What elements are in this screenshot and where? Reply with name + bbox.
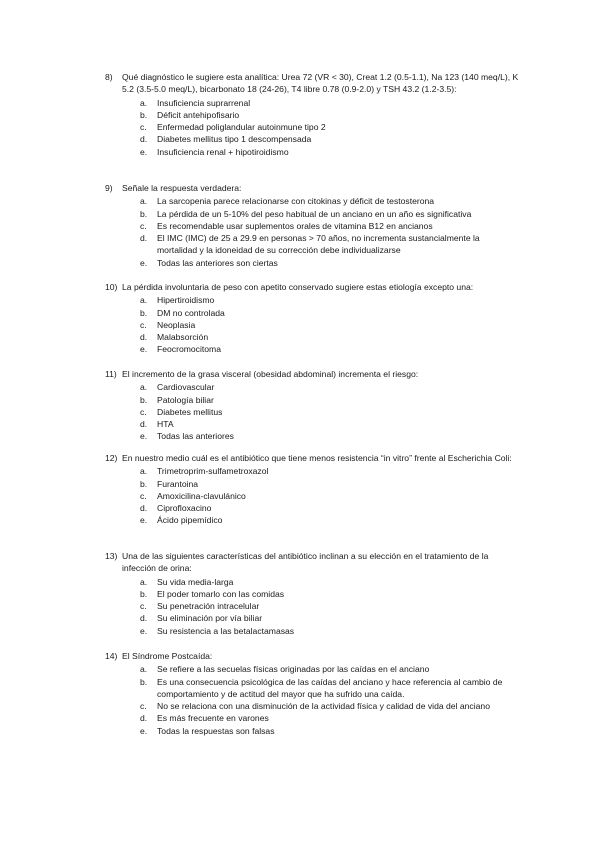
option-c [0,600,600,612]
option-text: Déficit antehipofisario [157,109,240,120]
question-number: 11) [105,369,117,379]
question-11 [0,368,600,443]
option-d [0,612,600,624]
option-d [0,712,600,724]
option-text: Insuficiencia suprarrenal [157,97,251,108]
question-number: 12) [105,453,118,463]
option-letter: a. [140,664,148,675]
option-a [0,195,600,207]
option-text: HTA [157,419,174,430]
option-text: Patología biliar [157,394,214,405]
option-letter: d. [140,613,148,624]
option-b [0,208,600,220]
option-a [0,294,600,306]
option-e [0,514,600,526]
question-9 [0,182,600,269]
question-number: 8) [105,72,113,82]
option-letter: c. [140,701,147,712]
option-letter: d. [140,134,148,145]
question-text: Qué diagnóstico le sugiere esta analítica: Urea 72 (VR < 30), Creat 1.2 (0.5-1.1), Na 123 (140 meq/L), K 5.2 (3.5-5.0 meq/L), bicarbonato 18 (24-26), T4 libre 0.78 (0.9-2.0) y TSH 43.2 (1.2-3.5): [122,72,519,95]
question-text: La pérdida involuntaria de peso con apetito conservado sugiere estas etiología excepto una: [122,282,474,292]
option-letter: e. [140,344,148,355]
option-a [0,663,600,675]
option-d [0,502,600,514]
option-text: Su penetración intracelular [157,601,260,612]
question-number: 10) [105,282,118,292]
option-text: Feocromocitoma [157,344,221,355]
option-d [0,418,600,430]
option-letter: d. [140,419,148,430]
question-text: Una de las siguientes características del antibiótico inclinan a su elección en el tratamiento de la infección de orina: [122,551,489,574]
question-10 [0,281,600,356]
option-text: Insuficiencia renal + hipotiroidismo [157,146,289,157]
option-text: Todas la respuestas son falsas [157,725,275,736]
option-e [0,257,600,269]
option-b [0,676,600,701]
option-text: El IMC (IMC) de 25 a 29.9 en personas > 70 años, no incrementa sustancialmente la mortalidad y la idoneidad de su corrección debe individualizarse [157,233,480,256]
option-text: Su resistencia a las betalactamasas [157,625,295,636]
option-letter: b. [140,588,148,599]
option-text: Hipertiroidismo [157,295,215,306]
option-a [0,465,600,477]
option-a [0,97,600,109]
option-letter: c. [140,406,147,417]
option-letter: c. [140,490,147,501]
question-text: Señale la respuesta verdadera: [122,183,242,193]
option-letter: a. [140,295,148,306]
option-c [0,700,600,712]
option-text: La sarcopenia parece relacionarse con citokinas y déficit de testosterona [157,196,435,207]
option-c [0,406,600,418]
option-d [0,133,600,145]
option-c [0,319,600,331]
option-letter: e. [140,725,148,736]
option-letter: d. [140,233,148,244]
option-d [0,232,600,257]
question-text: El incremento de la grasa visceral (obesidad abdominal) incrementa el riesgo: [122,369,419,379]
option-letter: d. [140,503,148,514]
option-a [0,576,600,588]
question-14 [0,650,600,737]
option-text: El poder tomarlo con las comidas [157,588,285,599]
option-b [0,307,600,319]
option-letter: a. [140,576,148,587]
option-letter: c. [140,319,147,330]
option-a [0,381,600,393]
question-text: En nuestro medio cuál es el antibiótico que tiene menos resistencia “in vitro” frente al Escherichia Coli: [122,453,512,463]
option-e [0,343,600,355]
option-text: Se refiere a las secuelas físicas originadas por las caídas en el anciano [157,664,430,675]
option-letter: e. [140,431,148,442]
option-text: Diabetes mellitus [157,406,223,417]
option-e [0,725,600,737]
option-letter: a. [140,97,148,108]
option-e [0,625,600,637]
option-text: Su eliminación por vía biliar [157,613,263,624]
option-text: Todas las anteriores son ciertas [157,257,278,268]
option-letter: c. [140,122,147,133]
option-text: Trimetroprim-sulfametroxazol [157,466,269,477]
option-text: Ciprofloxacino [157,503,212,514]
option-text: Furantoina [157,478,199,489]
question-8 [0,71,600,158]
option-b [0,588,600,600]
option-letter: a. [140,466,148,477]
option-text: Diabetes mellitus tipo 1 descompensada [157,134,312,145]
option-letter: d. [140,713,148,724]
option-text: Cardiovascular [157,382,215,393]
option-letter: e. [140,625,148,636]
option-d [0,331,600,343]
option-letter: e. [140,515,148,526]
question-text: El Síndrome Postcaída: [122,651,213,661]
option-text: Ácido pipemídico [157,515,223,526]
option-e [0,430,600,442]
option-text: Su vida media-larga [157,576,234,587]
option-text: No se relaciona con una disminución de la actividad física y calidad de vida del anciano [157,701,490,712]
option-text: DM no controlada [157,307,225,318]
option-letter: b. [140,208,148,219]
option-text: Es más frecuente en varones [157,713,269,724]
option-letter: e. [140,146,148,157]
question-12 [0,452,600,527]
option-letter: c. [140,220,147,231]
option-e [0,146,600,158]
option-b [0,478,600,490]
option-letter: b. [140,676,148,687]
option-letter: e. [140,257,148,268]
question-number: 13) [105,551,118,561]
option-text: Malabsorción [157,332,209,343]
option-letter: d. [140,332,148,343]
option-c [0,220,600,232]
option-text: Es recomendable usar suplementos orales de vitamina B12 en ancianos [157,220,433,231]
question-number: 14) [105,651,118,661]
option-text: La pérdida de un 5-10% del peso habitual de un anciano en un año es significativa [157,208,472,219]
option-letter: b. [140,307,148,318]
question-13 [0,550,600,637]
option-letter: a. [140,382,148,393]
option-text: Todas las anteriores [157,431,234,442]
option-c [0,121,600,133]
option-text: Enfermedad poliglandular autoinmune tipo 2 [157,122,326,133]
option-text: Neoplasia [157,319,196,330]
option-letter: a. [140,196,148,207]
option-letter: b. [140,478,148,489]
option-c [0,490,600,502]
option-text: Es una consecuencia psicológica de las caídas del anciano y hace referencia al cambio de comportamiento y de actitud del mayor que ha sufrido una caída. [157,676,503,699]
question-number: 9) [105,183,113,193]
option-letter: c. [140,601,147,612]
option-text: Amoxicilina-clavulánico [157,490,246,501]
option-b [0,394,600,406]
option-letter: b. [140,109,148,120]
option-b [0,109,600,121]
option-letter: b. [140,394,148,405]
